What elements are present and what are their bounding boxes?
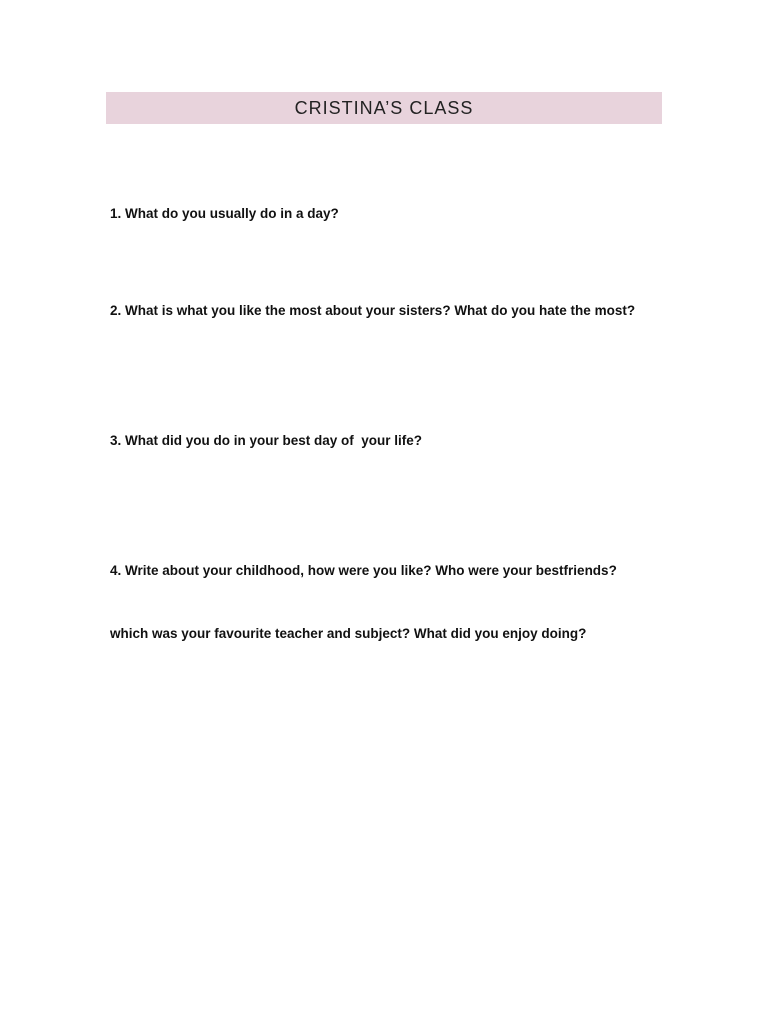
- question-4-line-2: which was your favourite teacher and subject? What did you enjoy doing?: [110, 626, 587, 641]
- question-1: [110, 161, 670, 245]
- question-3: [110, 388, 670, 472]
- page-title: CRISTINA’S CLASS: [294, 97, 474, 118]
- question-3-line-1: 3. What did you do in your best day of your life?: [110, 433, 423, 448]
- question-4: [110, 518, 670, 665]
- question-2-line-1: 2. What is what you like the most about your sisters? What do you hate the most?: [110, 303, 636, 318]
- question-1-line-1: 1. What do you usually do in a day?: [110, 206, 339, 221]
- question-2: [110, 258, 670, 342]
- question-4-line-1: 4. Write about your childhood, how were you like? Who were your bestfriends?: [110, 563, 617, 578]
- title-band: [106, 92, 662, 124]
